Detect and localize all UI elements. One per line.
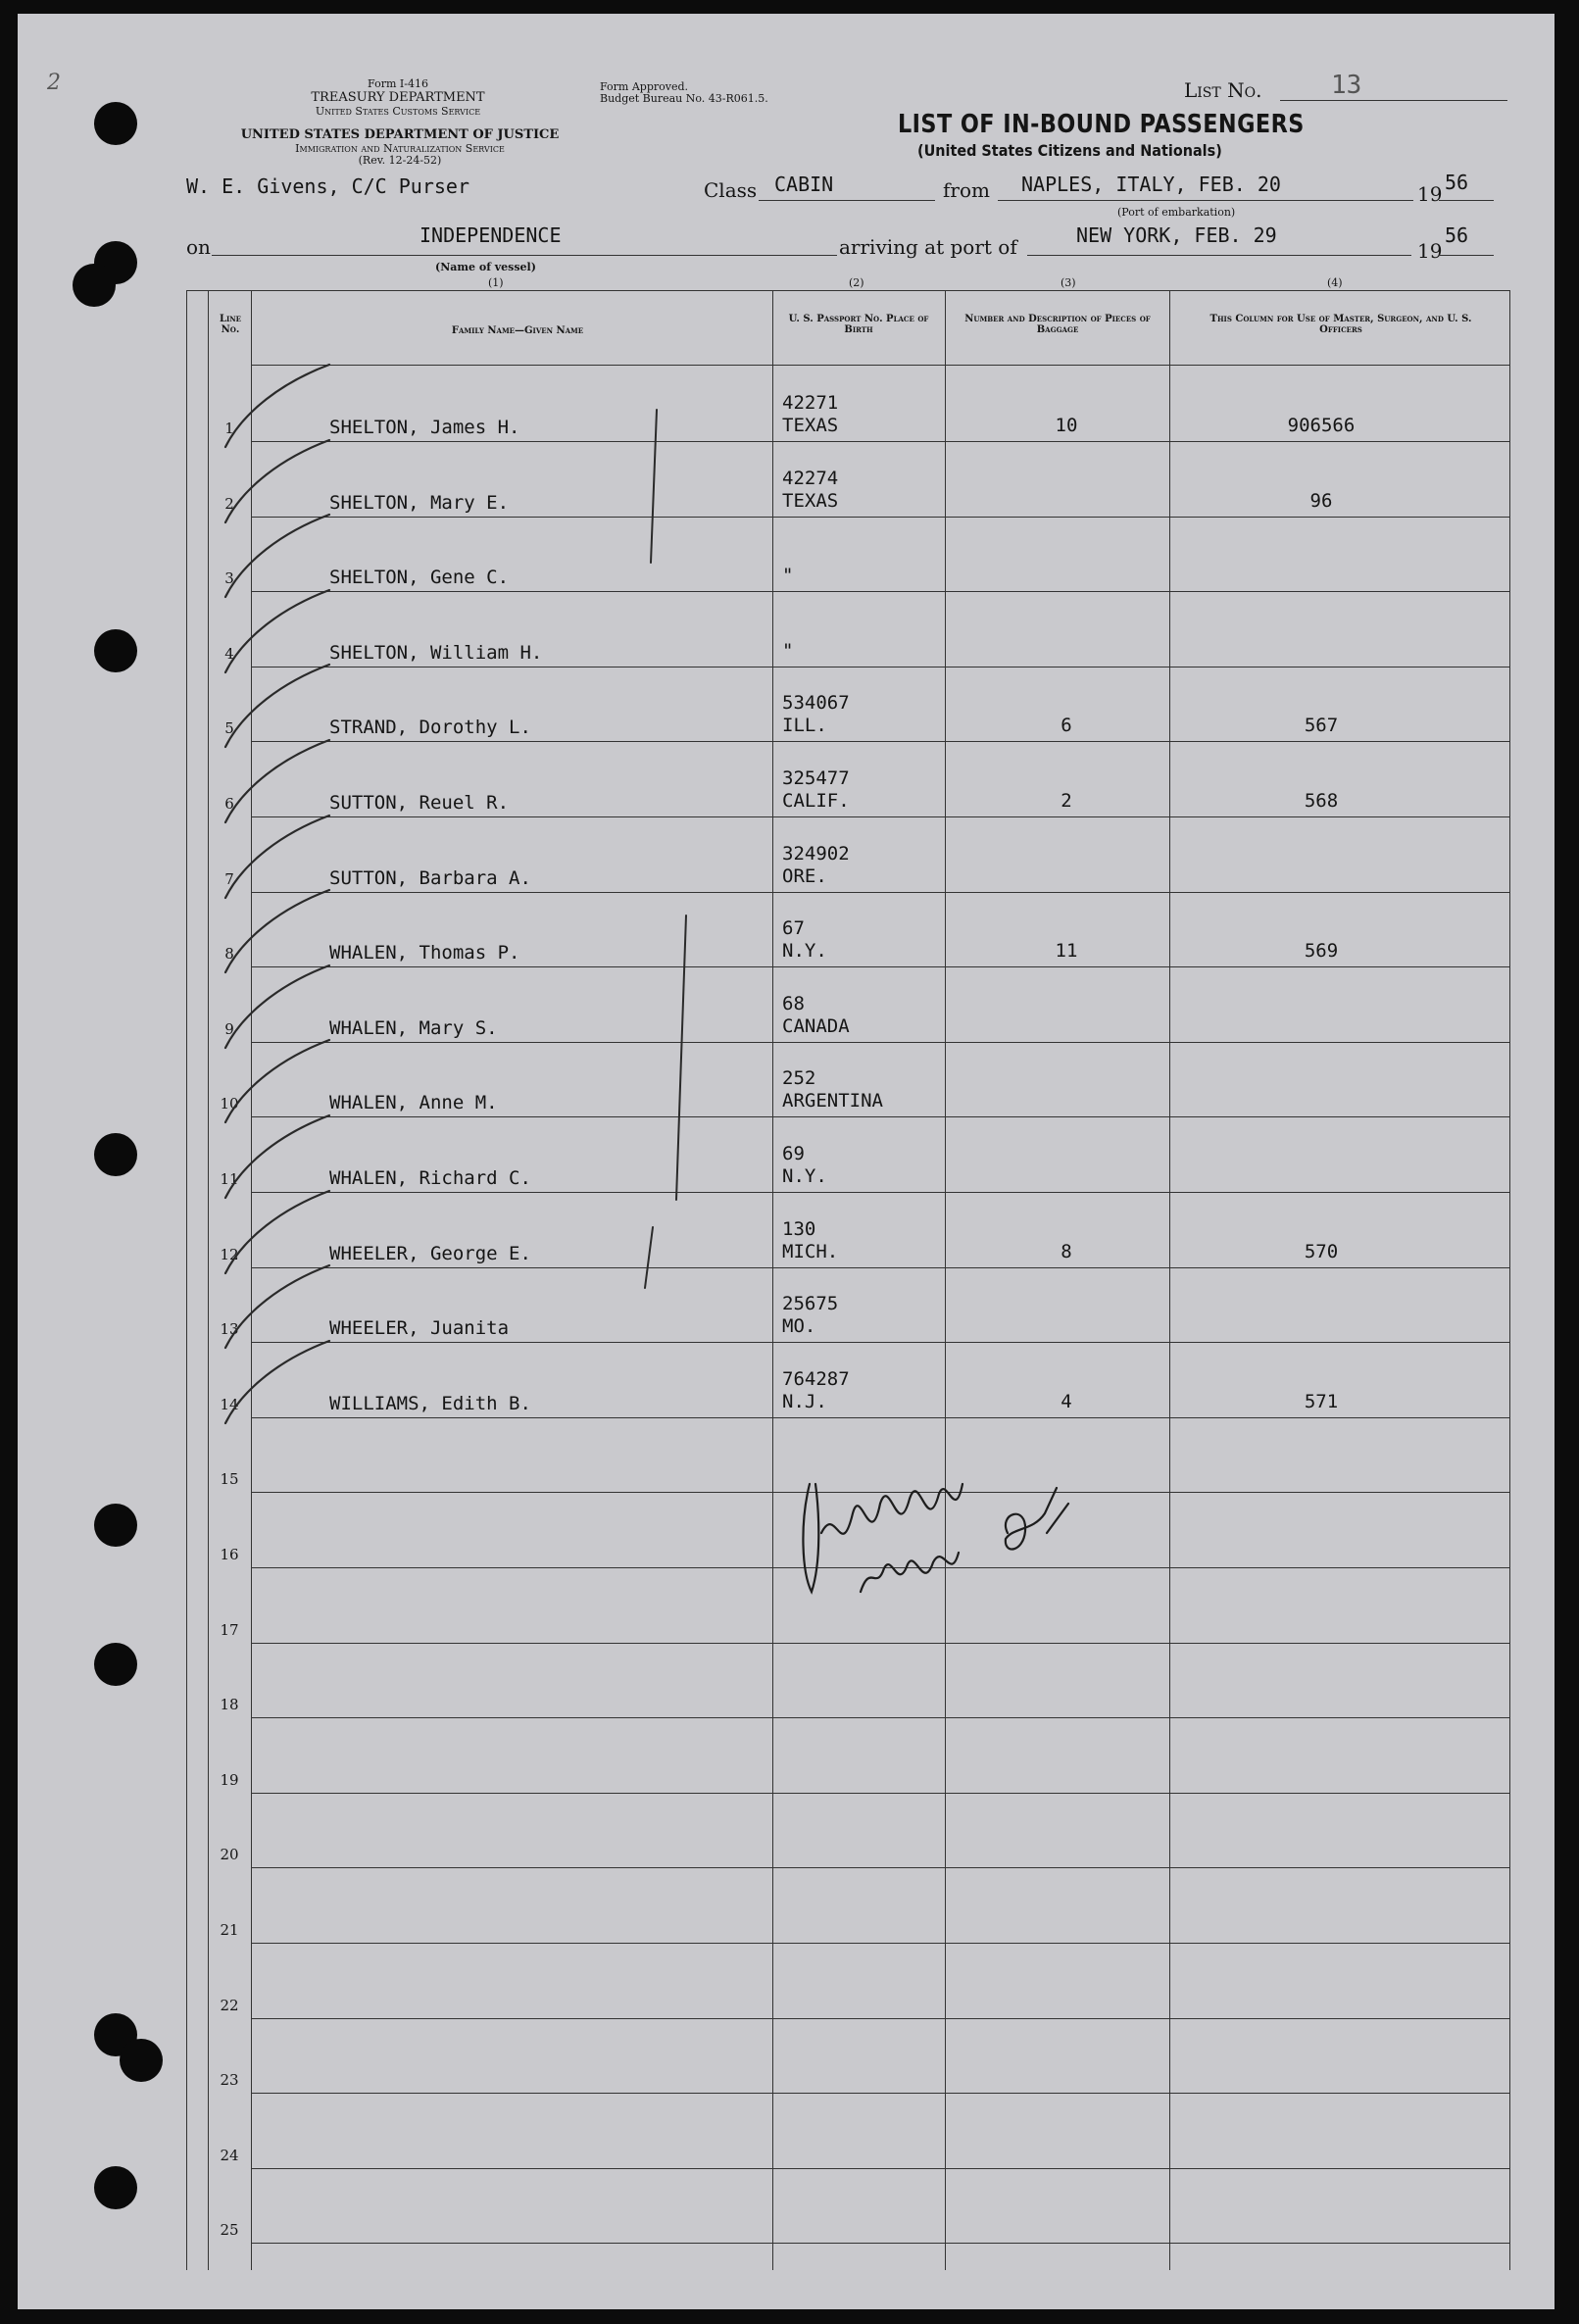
row-rule [251,892,1509,893]
place-of-birth: ORE. [782,865,827,887]
customs-service: United States Customs Service [315,105,481,118]
passenger-name: STRAND, Dorothy L. [329,717,531,738]
place-of-birth: CALIF. [782,790,850,812]
row-rule [251,1116,1509,1117]
officer-note: 906566 [1287,415,1356,436]
place-of-birth: TEXAS [782,415,839,436]
line-number: 15 [220,1470,239,1488]
from-label: from [943,178,990,202]
form-number: Form I-416 [368,77,428,90]
passport-number: 42271 [782,392,839,414]
justice-dept: UNITED STATES DEPARTMENT OF JUSTICE [240,127,560,142]
col-index-3: (3) [1061,276,1076,289]
passenger-name: SHELTON, William H. [329,642,543,664]
col-line-no: Line No. [219,314,242,335]
inspector-signature [782,1445,1096,1611]
officer-note: 569 [1304,940,1339,962]
line-number: 11 [220,1170,239,1188]
passenger-name: WILLIAMS, Edith B. [329,1393,531,1414]
port-embark-caption: (Port of embarkation) [1117,206,1236,219]
officer-note: 96 [1309,490,1333,512]
row-rule [251,1943,1509,1944]
line-number: 16 [220,1546,239,1563]
line-number: 7 [224,870,234,888]
place-of-birth: " [782,640,794,662]
passport-number: 764287 [782,1368,850,1390]
form-subtitle: (United States Citizens and Nationals) [917,141,1222,160]
budget-bureau: Budget Bureau No. 43-R061.5. [600,92,768,105]
line-number: 13 [220,1320,239,1338]
immigration-service: Immigration and Naturalization Service [295,142,505,155]
passenger-name: WHALEN, Richard C. [329,1167,531,1189]
from-value: NAPLES, ITALY, FEB. 20 [1021,173,1281,196]
line-number: 20 [220,1846,239,1863]
line-number: 4 [224,645,234,663]
place-of-birth: MO. [782,1315,816,1337]
col-index-2: (2) [849,276,864,289]
margin-mark: 2 [47,71,61,95]
row-rule [251,1867,1509,1868]
passenger-name: WHEELER, Juanita [329,1317,510,1339]
list-no-label: List No. [1184,78,1262,102]
arrival-value: NEW YORK, FEB. 29 [1076,223,1277,247]
line-number: 21 [220,1921,239,1939]
place-of-birth: " [782,565,794,586]
line-number: 14 [220,1396,239,1413]
row-rule [251,2093,1509,2094]
line-number: 1 [224,420,234,437]
baggage-count: 11 [1055,940,1078,962]
class-value: CABIN [774,173,834,196]
col-index-4: (4) [1327,276,1343,289]
col-officers: This Column for Use of Master, Surgeon, and U. S. Officers [1209,314,1472,335]
row-rule [251,1417,1509,1418]
passenger-name: WHALEN, Thomas P. [329,942,520,964]
year-prefix: 19 [1417,182,1443,206]
on-label: on [186,235,211,259]
col-baggage: Number and Description of Pieces of Baggage [964,314,1151,335]
row-rule [251,2243,1509,2244]
col-passport: U. S. Passport No. Place of Birth [788,314,929,335]
passenger-name: SHELTON, James H. [329,417,520,438]
row-rule [251,1717,1509,1718]
row-rule [251,1643,1509,1644]
line-number: 2 [224,495,234,513]
passenger-name: WHALEN, Anne M. [329,1092,498,1113]
baggage-count: 10 [1055,415,1078,436]
row-rule [251,966,1509,967]
form-approved: Form Approved. [600,80,689,93]
row-rule [251,2168,1509,2169]
year-prefix-2: 19 [1417,239,1443,263]
line-number: 6 [224,795,234,813]
line-number: 17 [220,1621,239,1639]
row-rule [251,1042,1509,1043]
place-of-birth: MICH. [782,1241,839,1262]
row-rule [251,1192,1509,1193]
class-label: Class [704,178,758,202]
treasury-dept: TREASURY DEPARTMENT [311,90,485,105]
line-number: 19 [220,1771,239,1789]
purser: W. E. Givens, C/C Purser [186,174,469,198]
line-number: 3 [224,569,234,587]
line-number: 24 [220,2147,239,2164]
place-of-birth: N.Y. [782,1165,827,1187]
row-rule [251,816,1509,817]
col-index-1: (1) [488,276,504,289]
row-rule [251,517,1509,518]
row-rule [251,667,1509,668]
place-of-birth: ILL. [782,715,827,736]
place-of-birth: N.Y. [782,940,827,962]
place-of-birth: CANADA [782,1015,850,1037]
arriving-label: arriving at port of [839,235,1017,259]
line-number: 8 [224,945,234,963]
passport-number: 25675 [782,1293,839,1314]
baggage-count: 8 [1061,1241,1072,1262]
baggage-count: 4 [1061,1391,1072,1412]
line-number: 9 [224,1020,234,1038]
officer-note: 567 [1304,715,1339,736]
passport-number: 42274 [782,468,839,489]
officer-note: 571 [1304,1391,1339,1412]
passport-number: 69 [782,1143,805,1164]
passport-number: 534067 [782,692,850,714]
col-name: Family Name—Given Name [451,325,584,336]
line-number: 18 [220,1696,239,1713]
passport-number: 324902 [782,843,850,865]
row-rule [251,441,1509,442]
passenger-name: SUTTON, Barbara A. [329,867,531,889]
passenger-name: WHEELER, George E. [329,1243,531,1264]
place-of-birth: N.J. [782,1391,827,1412]
row-rule [251,1267,1509,1268]
line-number: 23 [220,2071,239,2089]
row-rule [251,1342,1509,1343]
passport-number: 68 [782,993,805,1014]
vessel-name: INDEPENDENCE [419,223,562,247]
passenger-name: WHALEN, Mary S. [329,1017,498,1039]
passport-number: 325477 [782,767,850,789]
passport-number: 130 [782,1218,816,1240]
list-no: 13 [1331,71,1362,100]
row-rule [251,1793,1509,1794]
passenger-manifest-page [18,14,1554,2309]
line-number: 22 [220,1997,239,2014]
passenger-name: SHELTON, Mary E. [329,492,510,514]
vessel-caption: (Name of vessel) [435,261,536,273]
row-rule [251,2018,1509,2019]
line-number: 5 [224,719,234,737]
row-rule [251,591,1509,592]
officer-note: 568 [1304,790,1339,812]
place-of-birth: TEXAS [782,490,839,512]
year-arrival: 56 [1445,223,1469,247]
place-of-birth: ARGENTINA [782,1090,883,1112]
passenger-name: SUTTON, Reuel R. [329,792,510,814]
officer-note: 570 [1304,1241,1339,1262]
passenger-name: SHELTON, Gene C. [329,567,510,588]
line-number: 25 [220,2221,239,2239]
row-rule [251,741,1509,742]
year-departure: 56 [1445,171,1469,194]
passport-number: 252 [782,1067,816,1089]
baggage-count: 6 [1061,715,1072,736]
passport-number: 67 [782,917,805,939]
form-title: LIST OF IN-BOUND PASSENGERS [898,110,1305,139]
line-number: 10 [220,1095,239,1113]
revision: (Rev. 12-24-52) [358,154,442,167]
baggage-count: 2 [1061,790,1072,812]
line-number: 12 [220,1246,239,1263]
